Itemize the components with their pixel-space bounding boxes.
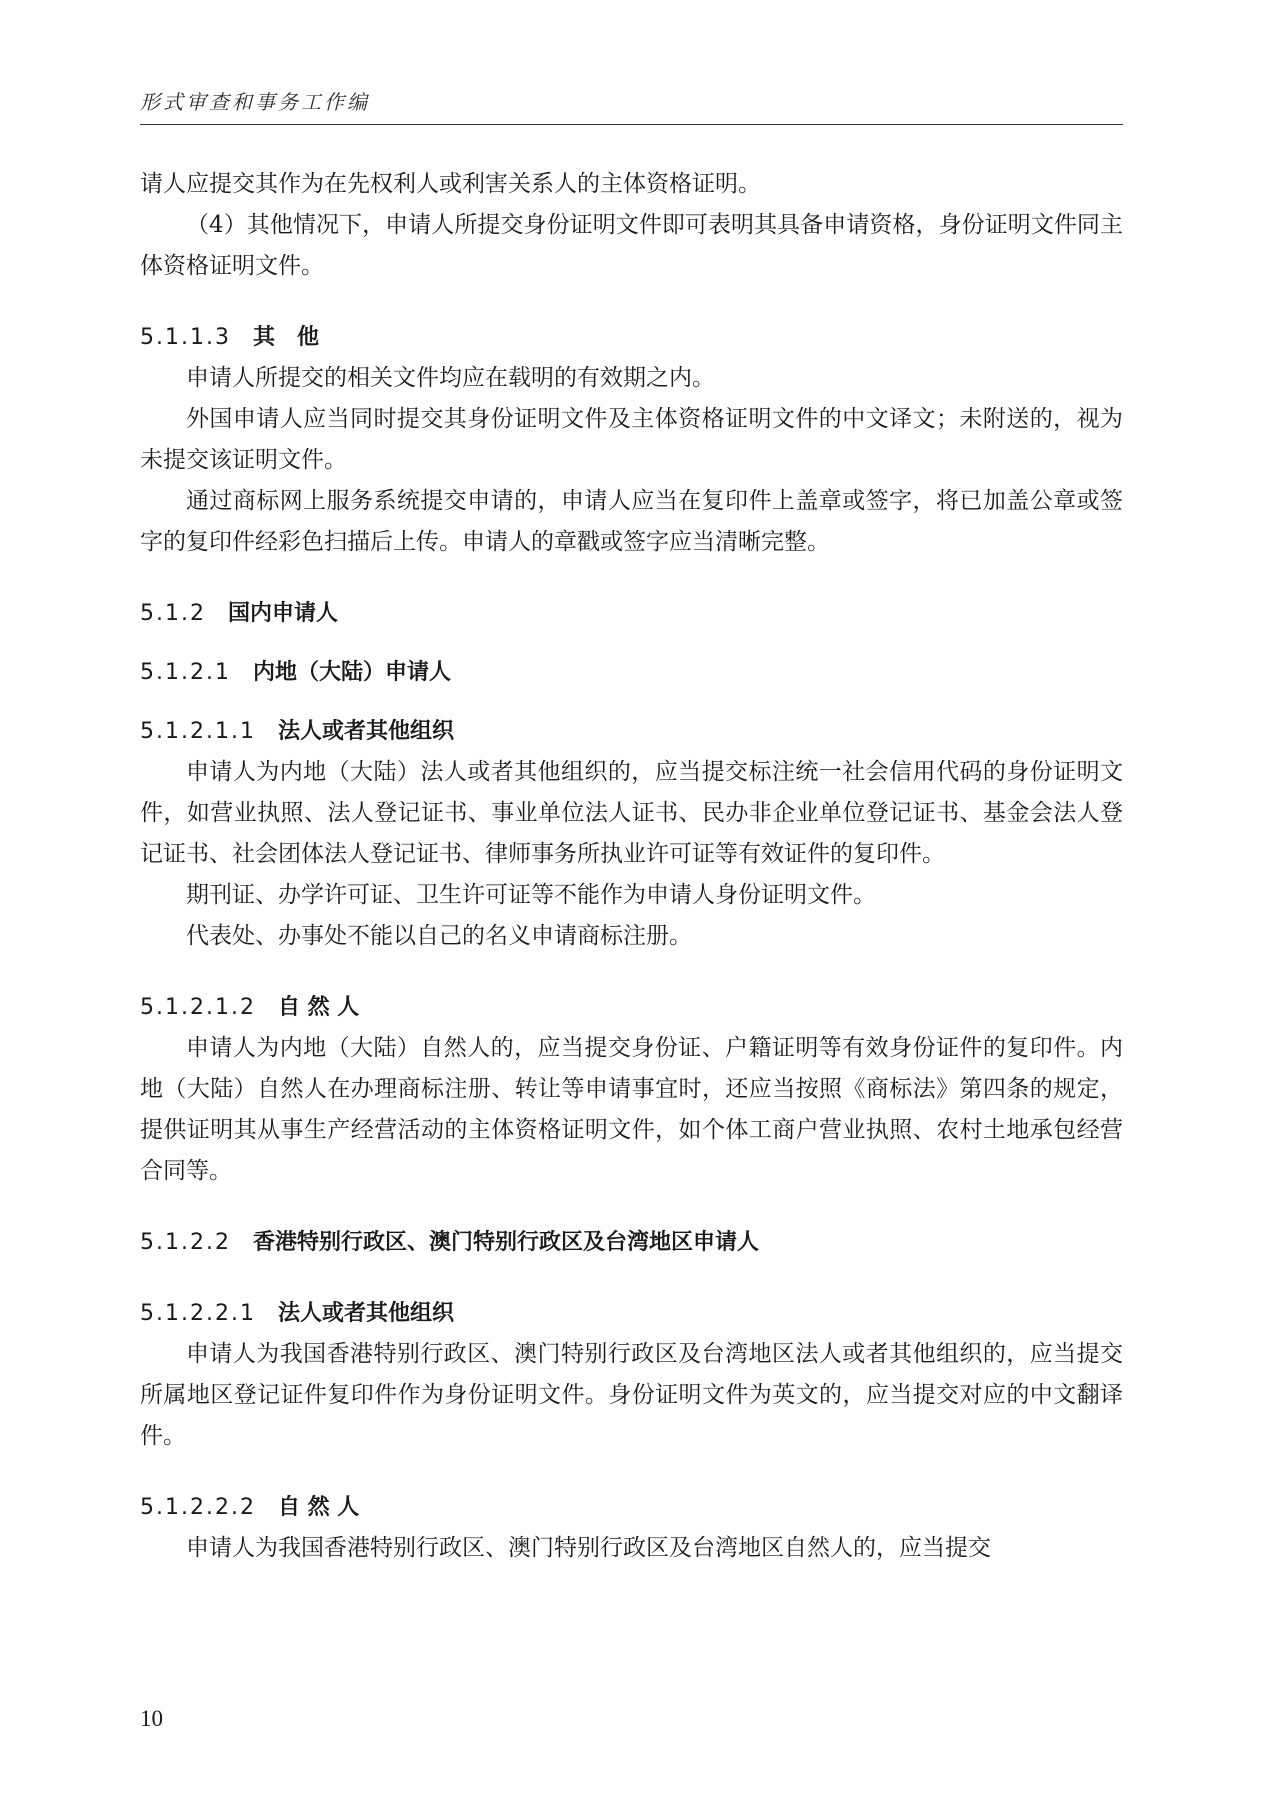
- section-number: 5.1.2.1.1: [140, 719, 256, 744]
- section-number: 5.1.2: [140, 601, 206, 626]
- section-heading: [140, 987, 1123, 1028]
- section-title: 法人或者其他组织: [277, 719, 454, 744]
- body-paragraph: 申请人为内地（大陆）法人或者其他组织的，应当提交标注统一社会信用代码的身份证明文件，如营业执照、法人登记证书、事业单位法人证书、民办非企业单位登记证书、基金会法人登记证书、社会团体法人登记证书、律师事务所执业许可证等有效证件的复印件。: [140, 759, 1123, 867]
- body-paragraph: 申请人为我国香港特别行政区、澳门特别行政区及台湾地区法人或者其他组织的，应当提交所属地区登记证件复印件作为身份证明文件。身份证明文件为英文的，应当提交对应的中文翻译件。: [140, 1341, 1123, 1449]
- section-number: 5.1.2.1.2: [140, 995, 256, 1020]
- section-number: 5.1.2.1: [140, 660, 231, 685]
- section-heading: [140, 317, 1123, 358]
- section-number: 5.1.2.2.1: [140, 1301, 256, 1326]
- body-paragraph: 申请人所提交的相关文件均应在载明的有效期之内。: [186, 365, 715, 391]
- body-paragraph: （4）其他情况下，申请人所提交身份证明文件即可表明其具备申请资格，身份证明文件同主体资格证明文件。: [140, 212, 1123, 279]
- body-paragraph: 申请人为内地（大陆）自然人的，应当提交身份证、户籍证明等有效身份证件的复印件。内地（大陆）自然人在办理商标注册、转让等申请事宜时，还应当按照《商标法》第四条的规定，提供证明其从事生产经营活动的主体资格证明文件，如个体工商户营业执照、农村土地承包经营合同等。: [140, 1035, 1123, 1184]
- section-number: 5.1.1.3: [140, 325, 231, 350]
- section-title: 自 然 人: [277, 995, 360, 1020]
- section-heading: [140, 711, 1123, 752]
- section-title: 自 然 人: [277, 1495, 360, 1520]
- body-paragraph: 通过商标网上服务系统提交申请的，申请人应当在复印件上盖章或签字，将已加盖公章或签字的复印件经彩色扫描后上传。申请人的章戳或签字应当清晰完整。: [140, 488, 1123, 555]
- section-title: 内地（大陆）申请人: [252, 660, 451, 685]
- section-title: 香港特别行政区、澳门特别行政区及台湾地区申请人: [252, 1230, 759, 1255]
- body-paragraph: 代表处、办事处不能以自己的名义申请商标注册。: [186, 923, 692, 949]
- section-heading: [140, 1222, 1123, 1263]
- page-number: 10: [140, 1706, 163, 1731]
- section-title: 法人或者其他组织: [277, 1301, 454, 1326]
- header-rule: [140, 124, 1123, 125]
- body-paragraph: 外国申请人应当同时提交其身份证明文件及主体资格证明文件的中文译文；未附送的，视为未提交该证明文件。: [140, 406, 1123, 473]
- page-body: [140, 164, 1123, 1569]
- section-heading: [140, 652, 1123, 693]
- section-title: 国内申请人: [227, 601, 338, 626]
- section-heading: [140, 1487, 1123, 1528]
- section-heading: [140, 1293, 1123, 1334]
- section-title: 其 他: [252, 325, 319, 350]
- section-heading: [140, 593, 1123, 634]
- section-number: 5.1.2.2: [140, 1230, 231, 1255]
- body-paragraph: 请人应提交其作为在先权利人或利害关系人的主体资格证明。: [140, 171, 761, 197]
- body-paragraph: 期刊证、办学许可证、卫生许可证等不能作为申请人身份证明文件。: [186, 882, 876, 908]
- running-header: 形式审查和事务工作编: [140, 90, 370, 114]
- section-number: 5.1.2.2.2: [140, 1495, 256, 1520]
- body-paragraph: 申请人为我国香港特别行政区、澳门特别行政区及台湾地区自然人的，应当提交: [186, 1535, 991, 1561]
